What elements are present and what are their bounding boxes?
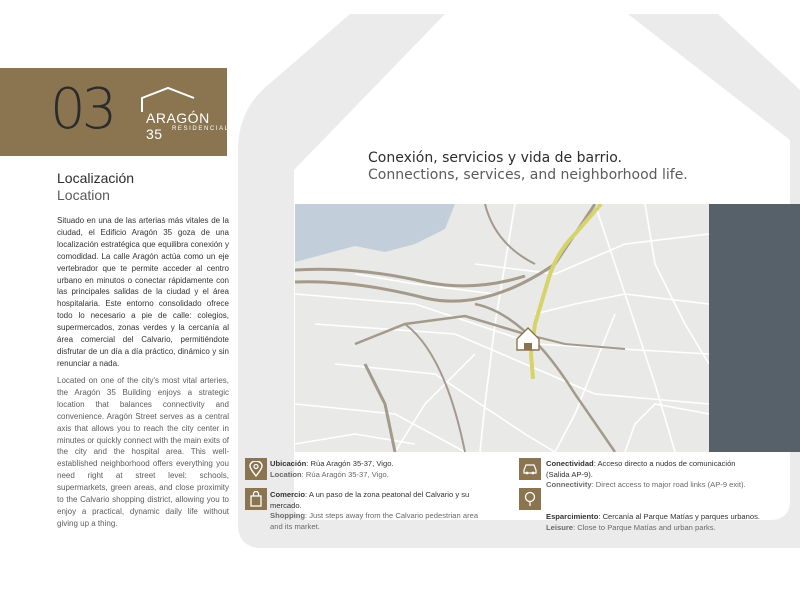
esparcimiento-text-en: : Close to Parque Matías and urban parks. — [573, 522, 716, 532]
slate-panel — [709, 204, 800, 452]
location-pin-icon — [245, 458, 267, 480]
feature-esparcimiento — [546, 512, 760, 533]
location-title-en: Location — [57, 187, 110, 203]
brand-banner — [0, 68, 230, 156]
location-text-en: Located on one of the city's most vital arteries, the Aragón 35 Building enjoys a strategic location that balances connectivity and convenience. Aragón Street serves as a central axis that allows you to reach the city center in minutes or quickly connect with the main exits of the city and the hospital area. This well-established neighborhood offers everything you need right at street level: schools, supermarkets, green areas, and close proximity to the Calvario shopping district, allowing you to enjoy a practical, dynamic daily life without giving up a thing. — [57, 376, 229, 528]
conectividad-label-en: Connectivity — [546, 480, 592, 490]
feature-ubicacion — [270, 459, 470, 480]
comercio-label-en: Shopping — [270, 511, 306, 521]
logo-subtitle: RESIDENCIAL — [172, 126, 230, 132]
comercio-label-es: Comercio — [270, 490, 306, 499]
comercio-text-es: : A un paso de la zona peatonal del Calvario y su mercado. — [270, 490, 470, 510]
logo-name: ARAGÓN 35 — [146, 110, 210, 142]
comercio-text-en: : Just steps away from the Calvario pedestrian area and its market. — [270, 511, 479, 531]
location-map[interactable] — [295, 204, 709, 452]
location-title-es: Localización — [57, 170, 135, 186]
headline-en: Connections, services, and neighborhood life. — [368, 167, 688, 183]
ubicacion-text-es: : Rúa Aragón 35-37, Vigo. — [306, 459, 394, 468]
conectividad-text-es: : Acceso directo a nudos de comunicación (Salida AP-9). — [546, 459, 736, 479]
headline-es: Conexión, servicios y vida de barrio. — [368, 150, 622, 166]
ubicacion-text-en: : Rúa Aragón 35-37, Vigo. — [301, 469, 389, 479]
tree-icon — [519, 488, 541, 510]
esparcimiento-text-es: : Cercanía al Parque Matías y parques urbanos. — [598, 512, 761, 521]
map-graphic — [295, 204, 709, 452]
location-text-es: Situado en una de las arterias más vitales de la ciudad, el Edificio Aragón 35 goza de una localización estratégica que equilibra conexión y comodidad. La calle Aragón actúa como un eje vertebrador que te permite acceder al centro urbano en minutos o conectar rápidamente con las principales salidas de la ciudad y el área hospitalaria. Este entorno consolidado ofrece todo lo necesario a pie de calle: colegios, supermercados, zonas verdes y la cercanía al área comercial del Calvario, permitiéndote disfrutar de un día a día práctico, dinámico y sin renunciar a nada. — [57, 216, 229, 368]
section-number: 03 — [50, 77, 114, 142]
shopping-bag-icon — [245, 488, 267, 510]
feature-comercio — [270, 490, 485, 532]
conectividad-label-es: Conectividad — [546, 459, 594, 468]
esparcimiento-label-en: Leisure — [546, 522, 574, 532]
ubicacion-label-es: Ubicación — [270, 459, 307, 468]
conectividad-text-en: : Direct access to major road links (AP-9 exit). — [591, 480, 746, 490]
car-icon — [519, 458, 541, 480]
feature-conectividad — [546, 459, 760, 491]
ubicacion-label-en: Location — [270, 469, 302, 479]
esparcimiento-label-es: Esparcimiento — [546, 512, 599, 521]
